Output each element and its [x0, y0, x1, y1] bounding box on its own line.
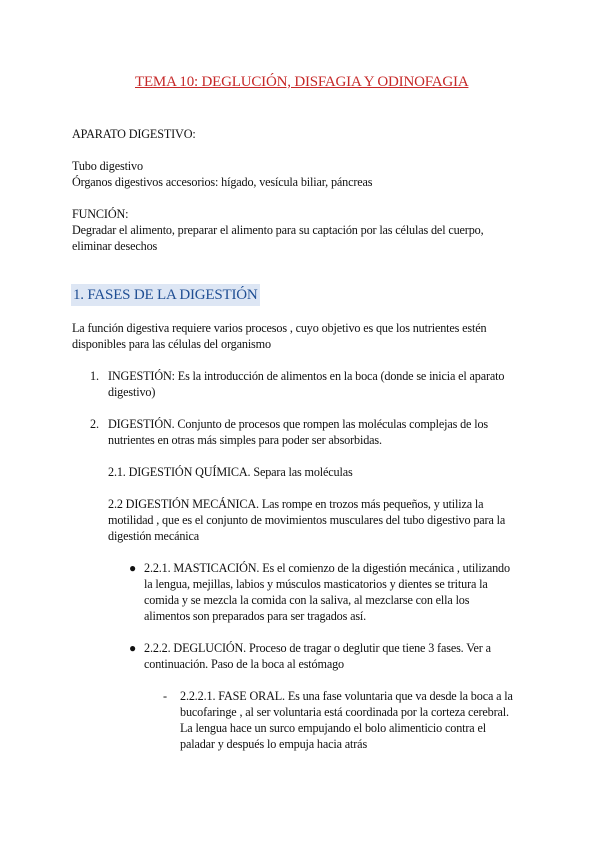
masticacion-line-4: alimentos son preparados para ser tragados así.: [144, 609, 367, 623]
deglucion-line-2: continuación. Paso de la boca al estómago: [144, 657, 344, 671]
mecanica-line-1: 2.2 DIGESTIÓN MECÁNICA. Las rompe en trozos más pequeños, y utiliza la: [108, 497, 484, 511]
digestion-line-1: DIGESTIÓN. Conjunto de procesos que rompen las moléculas complejas de los: [108, 417, 488, 431]
section-intro-line-2: disponibles para las células del organismo: [72, 337, 271, 351]
bullet-icon: ●: [129, 641, 137, 655]
funcion-line-1: Degradar el alimento, preparar el alimento para su captación por las células del cuerpo,: [72, 223, 484, 237]
ingestion-line-1: INGESTIÓN: Es la introducción de alimentos en la boca (donde se inicia el aparato: [108, 369, 505, 383]
document-title: TEMA 10: DEGLUCIÓN, DISFAGIA Y ODINOFAGIA: [135, 74, 469, 90]
fase-oral-line-1: 2.2.2.1. FASE ORAL. Es una fase voluntaria que va desde la boca a la: [180, 689, 513, 703]
funcion-line-2: eliminar desechos: [72, 239, 158, 253]
dash-marker: -: [163, 689, 167, 703]
ingestion-line-2: digestivo): [108, 385, 156, 399]
aparato-heading: APARATO DIGESTIVO:: [72, 127, 196, 141]
fase-oral-line-3: La lengua hace un surco empujando el bolo alimenticio contra el: [180, 721, 486, 735]
section-intro-line-1: La función digestiva requiere varios procesos , cuyo objetivo es que los nutrientes estén: [72, 321, 487, 335]
fase-oral-line-4: paladar y después lo empuja hacia atrás: [180, 737, 368, 751]
deglucion-line-1: 2.2.2. DEGLUCIÓN. Proceso de tragar o deglutir que tiene 3 fases. Ver a: [144, 641, 491, 655]
fase-oral-line-2: bucofaringe , al ser voluntaria está coordinada por la corteza cerebral.: [180, 705, 509, 719]
list-number-2: 2.: [90, 417, 99, 431]
mecanica-line-3: digestión mecánica: [108, 529, 200, 543]
list-number-1: 1.: [90, 369, 99, 383]
masticacion-line-3: comida y se mezcla la comida con la saliva, al mezclarse con ella los: [144, 593, 470, 607]
masticacion-line-2: la lengua, mejillas, labios y músculos masticatorios y dientes se tritura la: [144, 577, 488, 591]
masticacion-line-1: 2.2.1. MASTICACIÓN. Es el comienzo de la digestión mecánica , utilizando: [144, 561, 510, 575]
mecanica-line-2: motilidad , que es el conjunto de movimientos musculares del tubo digestivo para la: [108, 513, 506, 527]
aparato-line-1: Tubo digestivo: [72, 159, 143, 173]
funcion-heading: FUNCIÓN:: [72, 207, 129, 221]
digestion-line-2: nutrientes en otras más simples para poder ser absorbidas.: [108, 433, 382, 447]
aparato-line-2: Órganos digestivos accesorios: hígado, vesícula biliar, páncreas: [72, 175, 373, 189]
digestion-quimica: 2.1. DIGESTIÓN QUÍMICA. Separa las moléculas: [108, 465, 353, 479]
section-heading-fases: 1. FASES DE LA DIGESTIÓN: [71, 284, 260, 306]
bullet-icon: ●: [129, 561, 137, 575]
